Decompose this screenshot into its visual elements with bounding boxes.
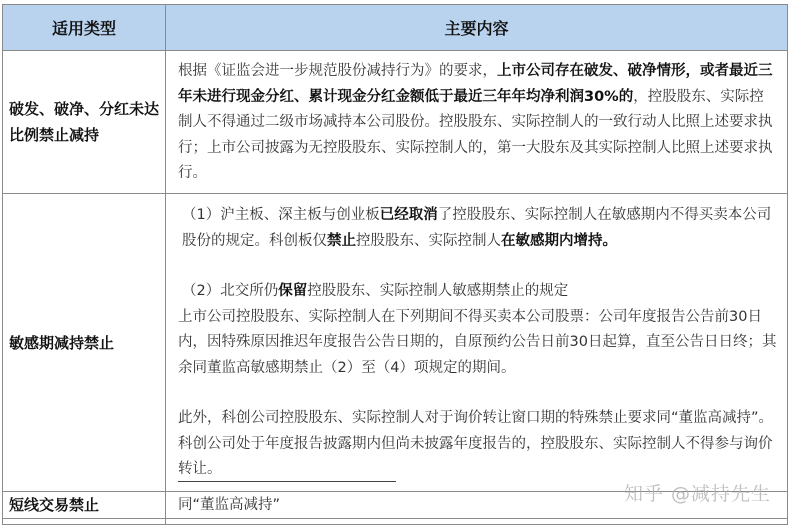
content-text: 根据《证监会进一步规范股份减持行为》的要求， — [178, 63, 497, 79]
content-text: ，控股股东、实际控制人不得通过二级市场减持本公司股份。控股股东、实际控制人的一致行动人比照上述要求执行；上市公司披露为无控股股东、实际控制人的，第一大股东及其实际控制人比照上述要求执行。 — [178, 89, 773, 182]
content-bold-text: 在敏感期内增持。 — [501, 233, 617, 249]
content-text: （1）沪主板、深主板与创业板 — [182, 207, 380, 223]
paragraph-2 — [178, 279, 777, 305]
row-type-label: 敏感期减持禁止 — [3, 194, 166, 492]
content-text: 了控股股东、实际控制人在敏感期内不得买卖本公司股份的规定。科创板仅 — [182, 207, 771, 249]
header-content: 主要内容 — [166, 5, 788, 51]
row-content — [166, 51, 788, 194]
row-type-label: 破发、破净、分红未达比例禁止减持 — [3, 51, 166, 194]
rules-table — [2, 4, 788, 525]
content-bold-text: 已经取消 — [380, 207, 438, 223]
table-row — [3, 519, 788, 525]
table-header-row — [3, 5, 788, 51]
content-text: （2）北交所仍 — [182, 283, 278, 299]
paragraph-1 — [178, 203, 777, 254]
content-text: 控股股东、实际控制人 — [356, 233, 501, 249]
content-bold-text: 禁止 — [327, 233, 356, 249]
table-row — [3, 51, 788, 194]
paragraph-3: 此外，科创公司控股股东、实际控制人对于询价转让窗口期的特殊禁止要求同“董监高减持”。科创公司处于年度报告披露期内但尚未披露年度报告的，控股股东、实际控制人不得参与询价转让。 — [178, 406, 777, 483]
watermark-text: 知乎 @减持先生 — [624, 479, 771, 506]
row-type-label: 短线交易禁止 — [3, 492, 166, 519]
row-content: 同“董监高减持” — [166, 492, 788, 519]
row-content — [166, 194, 788, 492]
header-type: 适用类型 — [3, 5, 166, 51]
content-bold-text: 上市公司存在破发、破净情形，或者最近三年未进行现金分红、累计现金分红金额低于最近三年年均净利润30%的 — [178, 63, 773, 105]
content-text: 控股股东、实际控制人敏感期禁止的规定 — [307, 283, 568, 299]
table-row — [3, 194, 788, 492]
paragraph-2-detail: 上市公司控股股东、实际控制人在下列期间不得买卖本公司股票：公司年度报告公告前30日内，因特殊原因推迟年度报告公告日期的，自原预约公告日前30日起算，直至公告日日终；其余同董监高敏感期禁止（2）至（4）项规定的期间。 — [178, 305, 777, 382]
content-bold-text: 保留 — [278, 283, 307, 299]
